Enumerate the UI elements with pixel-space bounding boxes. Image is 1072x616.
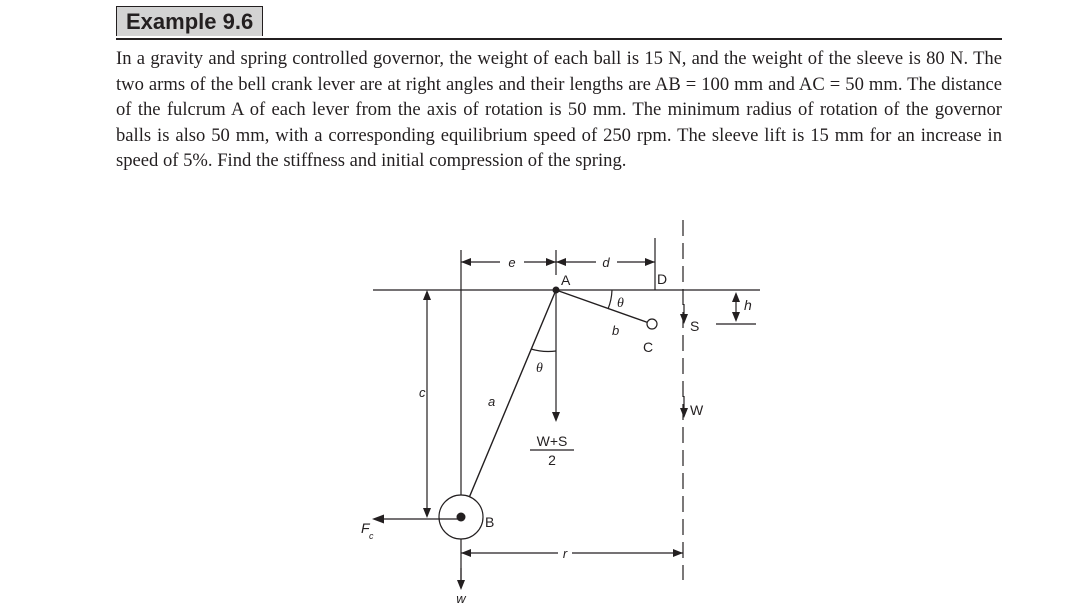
label-a-arm: a: [488, 394, 496, 409]
label-theta-left: θ: [536, 361, 543, 376]
pivot-a: [553, 287, 560, 294]
label-b-point: B: [485, 514, 495, 530]
s-arrowhead: [680, 314, 688, 324]
r-arrow-right: [673, 549, 683, 557]
problem-text: In a gravity and spring controlled governor, the weight of each ball is 15 N, and the weight of the sleeve is 80 N. The two arms of the bell crank lever are at right angles and their lengths are AB = 100 mm and AC = 50 mm. The distance of the fulcrum A of each lever from the axis of rotation is 50 mm. The minimum radius of rotation of the governor balls is also 50 mm, with a corresponding equilibrium speed of 250 rpm. The sleeve lift is 15 mm for an increase in speed of 5%. Find the stiffness and initial compression of the spring.: [116, 48, 1002, 172]
label-e: e: [508, 255, 516, 270]
label-ws-numerator: W+S: [536, 433, 568, 449]
r-arrow-left: [461, 549, 471, 557]
c-arrow-bottom: [423, 508, 431, 518]
label-d: d: [602, 255, 610, 270]
h-arrow-top: [732, 292, 740, 302]
label-theta-top: θ: [617, 296, 624, 311]
label-w-ball: w: [456, 591, 466, 606]
w-arrowhead: [680, 408, 688, 418]
label-a: A: [561, 272, 571, 288]
c-arrow-top: [423, 290, 431, 300]
theta-arc-a: [531, 349, 556, 352]
label-h: h: [744, 297, 752, 313]
label-w-right: W: [690, 402, 704, 418]
h-arrow-bottom: [732, 312, 740, 322]
label-c-dim: c: [419, 385, 426, 400]
theta-arc-c: [608, 290, 612, 309]
fc-arrowhead: [372, 515, 384, 524]
label-c-point: C: [643, 339, 654, 355]
ball-center: [457, 513, 466, 522]
d-arrow-right: [645, 258, 655, 266]
pin-c: [647, 319, 657, 329]
label-fc-subscript: c: [369, 531, 374, 541]
w-ball-arrowhead: [457, 580, 465, 590]
label-b: b: [612, 323, 620, 338]
ws-arrow: [552, 412, 560, 422]
label-r: r: [562, 546, 568, 561]
e-arrow-left: [461, 258, 471, 266]
example-title: Example 9.6: [116, 6, 263, 36]
label-s: S: [690, 318, 700, 334]
arm-ab: [461, 290, 556, 517]
label-fc: F: [361, 520, 370, 536]
e-arrow-right: [546, 258, 556, 266]
arm-ac: [556, 290, 652, 324]
label-d-point: D: [657, 271, 668, 287]
d-arrow-left: [556, 258, 566, 266]
label-ws-denominator: 2: [548, 452, 556, 468]
